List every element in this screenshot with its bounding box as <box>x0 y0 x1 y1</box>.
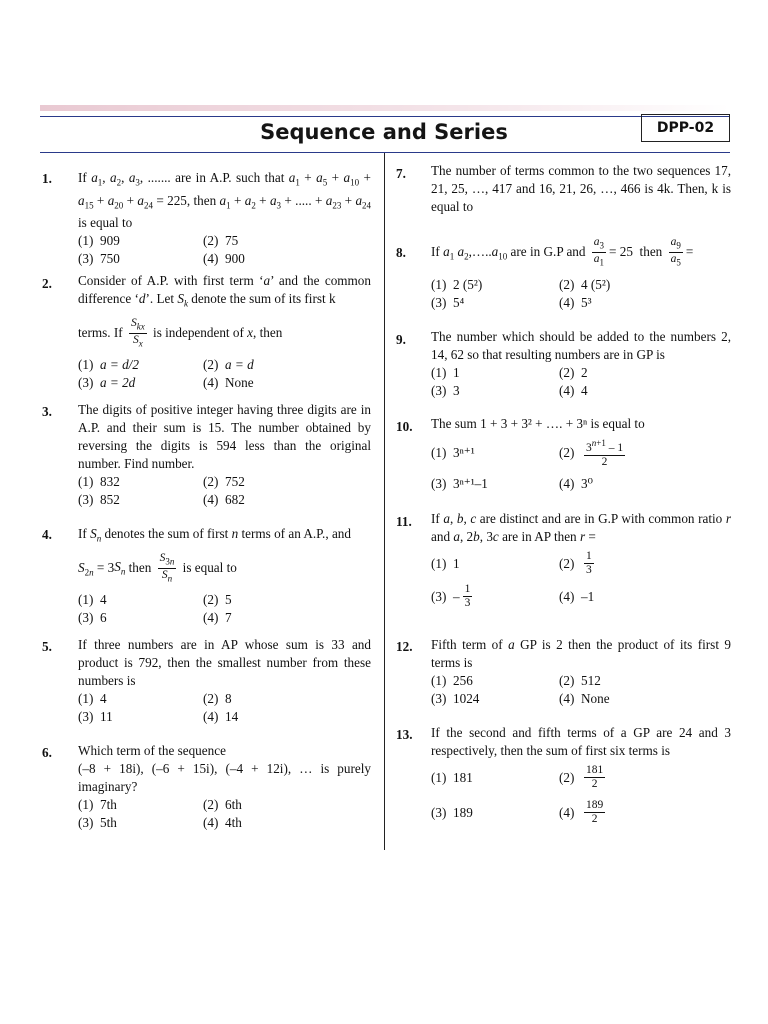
option-1[interactable]: (1) 4 <box>78 592 107 608</box>
option-4[interactable]: (4) 4 <box>559 383 588 398</box>
option-4[interactable]: (4) 14 <box>203 709 239 724</box>
header-rule-top <box>40 116 730 117</box>
question-number: 8. <box>396 245 406 260</box>
question-number: 11. <box>396 514 412 529</box>
option-3[interactable]: (3) 189 <box>431 804 473 820</box>
question-7 <box>431 162 731 216</box>
question-13 <box>431 724 731 826</box>
option-4[interactable]: (4) 7 <box>203 610 232 626</box>
option-2[interactable]: (2) 75 <box>203 233 239 249</box>
option-4[interactable]: (4) None <box>203 375 254 391</box>
question-text: terms. If $\frac{S_{kx}}{S_x}$ is independent of x, then <box>78 316 283 349</box>
dpp-code-box: DPP-02 <box>641 114 730 142</box>
question-text: If $a_1$, $a_2$, $a_3$, ....... are in A.P. such that $a_1 + a_5 + a_{10} + a_{15} + a_{20} + a_{24} = 225$, then $a_1 + a_2 + a_3$ + ..... + $a_{23} + a_{24}$ is equal to <box>78 170 372 231</box>
header-accent-bar <box>40 105 730 111</box>
column-divider <box>384 153 385 850</box>
option-2[interactable]: (2) 8 <box>203 691 232 706</box>
question-number: 1. <box>42 171 52 186</box>
option-2[interactable]: (2) 4 (5²) <box>559 276 611 292</box>
option-4[interactable]: (4) 682 <box>203 492 245 507</box>
option-2[interactable]: (2) 6th <box>203 797 242 812</box>
option-3[interactable]: (3) – $\frac{1}{3}$ <box>431 583 471 609</box>
question-4 <box>78 525 371 627</box>
option-1[interactable]: (1) 1 <box>431 365 460 380</box>
option-2[interactable]: (2) 752 <box>203 474 245 489</box>
option-1[interactable]: (1) 181 <box>431 769 473 785</box>
question-text: Which term of the sequence <box>78 743 226 758</box>
question-number: 10. <box>396 419 413 434</box>
option-3[interactable]: (3) 852 <box>78 492 120 507</box>
question-number: 3. <box>42 404 52 419</box>
question-number: 2. <box>42 276 52 291</box>
question-number: 9. <box>396 332 406 347</box>
option-3[interactable]: (3) 6 <box>78 610 107 626</box>
option-3[interactable]: (3) 750 <box>78 251 120 267</box>
question-1 <box>78 169 371 268</box>
header-rule-bottom <box>40 152 730 153</box>
option-1[interactable]: (1) 2 (5²) <box>431 276 483 292</box>
question-text: If $S_n$ denotes the sum of first n terms of an A.P., and <box>78 526 351 544</box>
option-3[interactable]: (3) 3ⁿ⁺¹–1 <box>431 475 488 491</box>
option-1[interactable]: (1) 832 <box>78 474 120 489</box>
question-text: If a, b, c are distinct and are in G.P with common ratio r and a, 2b, 3c are in AP then r = <box>431 511 731 544</box>
option-3[interactable]: (3) 1024 <box>431 691 480 706</box>
option-3[interactable]: (3) 5⁴ <box>431 294 465 310</box>
option-4[interactable]: (4) None <box>559 691 610 706</box>
option-1[interactable]: (1) 3ⁿ⁺¹ <box>431 444 475 460</box>
option-3[interactable]: (3) 3 <box>431 383 460 398</box>
question-11 <box>431 510 731 610</box>
option-2[interactable]: (2) a = d <box>203 357 254 373</box>
option-2[interactable]: (2) $\frac{1}{3}$ <box>559 550 592 576</box>
question-text: (–8 + 18i), (–6 + 15i), (–4 + 12i), … is purely imaginary? <box>78 761 371 794</box>
question-text: If the second and fifth terms of a GP are 24 and 3 respectively, then the sum of first six terms is <box>431 725 731 758</box>
question-12 <box>431 636 731 708</box>
question-text: Fifth term of a GP is 2 then the product of its first 9 terms is <box>431 637 731 670</box>
option-3[interactable]: (3) 5th <box>78 815 117 830</box>
option-4[interactable]: (4) 900 <box>203 251 245 267</box>
question-text: The number which should be added to the numbers 2, 14, 62 so that resulting numbers are in GP is <box>431 329 731 362</box>
option-2[interactable]: (2) 512 <box>559 673 601 688</box>
option-2[interactable]: (2) $\frac{3^{n+1} - 1}{2}$ <box>559 438 624 468</box>
question-text: The number of terms common to the two sequences 17, 21, 25, …, 417 and 16, 21, 26, …, 466 is 4k. Then, k is equal to <box>431 163 731 214</box>
question-number: 6. <box>42 745 52 760</box>
option-2[interactable]: (2) 2 <box>559 365 588 380</box>
option-4[interactable]: (4) 5³ <box>559 294 592 310</box>
question-text: Consider of A.P. with first term ‘a’ and the common difference ‘d’. Let $S_k$ denote the sum of its first k <box>78 273 371 309</box>
option-1[interactable]: (1) 256 <box>431 673 473 688</box>
option-2[interactable]: (2) 5 <box>203 592 232 608</box>
option-1[interactable]: (1) 4 <box>78 691 107 706</box>
question-6 <box>78 742 371 832</box>
question-number: 7. <box>396 166 406 181</box>
option-3[interactable]: (3) 11 <box>78 709 113 724</box>
page-title: Sequence and Series <box>260 120 508 144</box>
question-number: 5. <box>42 639 52 654</box>
option-1[interactable]: (1) 1 <box>431 555 460 571</box>
question-text: If $a_1$ $a_2,\dots..a_{10}$ are in G.P and $\frac{a_3}{a_1}$ = 25 then $\frac{a_9}{a_5}$ = <box>431 236 694 268</box>
option-3[interactable]: (3) a = 2d <box>78 375 136 391</box>
question-number: 13. <box>396 727 413 742</box>
option-1[interactable]: (1) 7th <box>78 797 117 812</box>
option-4[interactable]: (4) $\frac{189}{2}$ <box>559 799 604 825</box>
question-2 <box>78 272 371 392</box>
option-4[interactable]: (4) 3⁰ <box>559 475 593 491</box>
option-4[interactable]: (4) –1 <box>559 588 595 604</box>
option-1[interactable]: (1) a = d/2 <box>78 357 139 373</box>
option-1[interactable]: (1) 909 <box>78 233 120 249</box>
option-2[interactable]: (2) $\frac{181}{2}$ <box>559 764 604 790</box>
question-text: The sum 1 + 3 + 3² + …. + 3ⁿ is equal to <box>431 416 645 431</box>
question-text: If three numbers are in AP whose sum is 33 and product is 792, then the smallest number from these numbers is <box>78 637 371 688</box>
question-3 <box>78 401 371 509</box>
option-4[interactable]: (4) 4th <box>203 815 242 830</box>
question-9 <box>431 328 731 400</box>
question-5 <box>78 636 371 726</box>
question-number: 4. <box>42 527 52 542</box>
question-8 <box>431 236 731 312</box>
question-text: $S_{2n} = 3S_n$ then $\frac{S_{3n}}{S_n}$ is equal to <box>78 551 237 584</box>
question-number: 12. <box>396 639 413 654</box>
question-text: The digits of positive integer having three digits are in A.P. and their sum is 15. The number obtained by reversing the digits is 594 less than the original number. Find number. <box>78 402 371 471</box>
question-10 <box>431 415 731 493</box>
